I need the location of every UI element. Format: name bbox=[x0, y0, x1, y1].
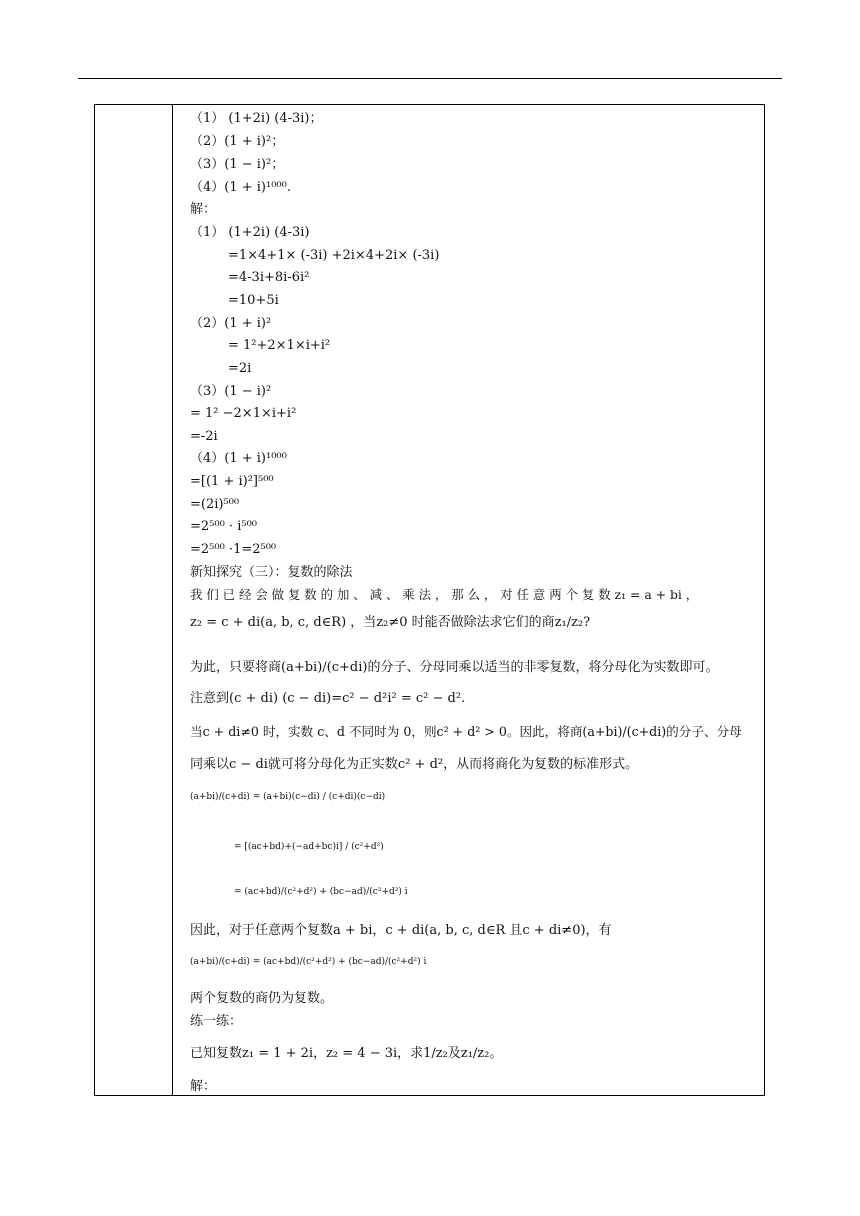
method-line: 为此，只要将商(a+bi)/(c+di)的分子、分母同乘以适当的非零复数，将分母化为实数即可。 bbox=[190, 660, 719, 675]
formula-step-2: = [(ac+bd)+(−ad+bc)i] / (c²+d²) bbox=[234, 842, 384, 852]
solution-2-head: （2）(1 + i)² bbox=[190, 316, 272, 331]
header-rule bbox=[78, 78, 782, 79]
column-divider bbox=[172, 105, 173, 1095]
exercise-1: （1） (1+2i) (4-3i)； bbox=[190, 111, 323, 126]
practice-heading: 练一练： bbox=[190, 1014, 243, 1029]
solution-2-step-2: =2i bbox=[228, 361, 252, 376]
solution-4-step-2: =(2i)⁵⁰⁰ bbox=[190, 497, 240, 512]
solution-4-head: （4）(1 + i)¹⁰⁰⁰ bbox=[190, 451, 287, 466]
solution-2-step-1: = 1²+2×1×i+i² bbox=[228, 338, 331, 353]
exercise-4: （4）(1 + i)¹⁰⁰⁰. bbox=[190, 180, 291, 195]
solution-1-step-1: =1×4+1× (-3i) +2i×4+2i× (-3i) bbox=[228, 248, 440, 263]
formula-step-3: = (ac+bd)/(c²+d²) + (bc−ad)/(c²+d²) i bbox=[234, 887, 408, 897]
solution-4-step-3: =2⁵⁰⁰ · i⁵⁰⁰ bbox=[190, 519, 257, 534]
solution-1-step-3: =10+5i bbox=[228, 293, 279, 308]
solution-1-step-2: =4-3i+8i-6i² bbox=[228, 270, 310, 285]
solution-label: 解： bbox=[190, 202, 217, 217]
quotient-statement: 两个复数的商仍为复数。 bbox=[190, 991, 334, 1006]
exercise-2: （2）(1 + i)²； bbox=[190, 134, 285, 149]
solution-1-head: （1） (1+2i) (4-3i) bbox=[190, 225, 310, 240]
formula-step-1: (a+bi)/(c+di) = (a+bi)(c−di) / (c+di)(c−di) bbox=[190, 792, 386, 802]
intro-line-1: 我 们 已 经 会 做 复 数 的 加 、 减 、 乘 法 ， 那 么 ， 对 任 意 两 个 复 数 z₁ = a + bi ， bbox=[190, 587, 699, 602]
section-heading: 新知探究（三）：复数的除法 bbox=[190, 565, 353, 580]
exercise-3: （3）(1 − i)²； bbox=[190, 157, 285, 172]
note-line: 注意到(c + di) (c − di)=c² − d²i² = c² − d². bbox=[190, 691, 466, 706]
solution-4-step-4: =2⁵⁰⁰ ·1=2⁵⁰⁰ bbox=[190, 542, 277, 557]
solution-4-step-1: =[(1 + i)²]⁵⁰⁰ bbox=[190, 474, 274, 489]
division-formula: (a+bi)/(c+di) = (ac+bd)/(c²+d²) + (bc−ad)/(c²+d²) i bbox=[190, 957, 427, 967]
lesson-table bbox=[94, 104, 765, 1096]
explain-line-1: 当c + di≠0 时，实数 c、d 不同时为 0，则c² + d² > 0。因此，将商(a+bi)/(c+di)的分子、分母 bbox=[190, 724, 742, 739]
practice-solution-label: 解： bbox=[190, 1079, 217, 1094]
solution-3-step-1: = 1² −2×1×i+i² bbox=[190, 406, 297, 421]
explain-line-2: 同乘以c − di就可将分母化为正实数c² + d²，从而将商化为复数的标准形式。 bbox=[190, 757, 639, 772]
solution-3-step-2: =-2i bbox=[190, 429, 218, 444]
intro-line-2: z₂ = c + di(a, b, c, d∈R) ，当z₂≠0 时能否做除法求它们的商z₁/z₂? bbox=[190, 615, 591, 630]
conclusion-line: 因此，对于任意两个复数a + bi，c + di(a, b, c, d∈R 且c + di≠0)，有 bbox=[190, 923, 612, 938]
practice-problem: 已知复数z₁ = 1 + 2i，z₂ = 4 − 3i，求1/z₂及z₁/z₂。 bbox=[190, 1046, 503, 1061]
solution-3-head: （3）(1 − i)² bbox=[190, 384, 272, 399]
